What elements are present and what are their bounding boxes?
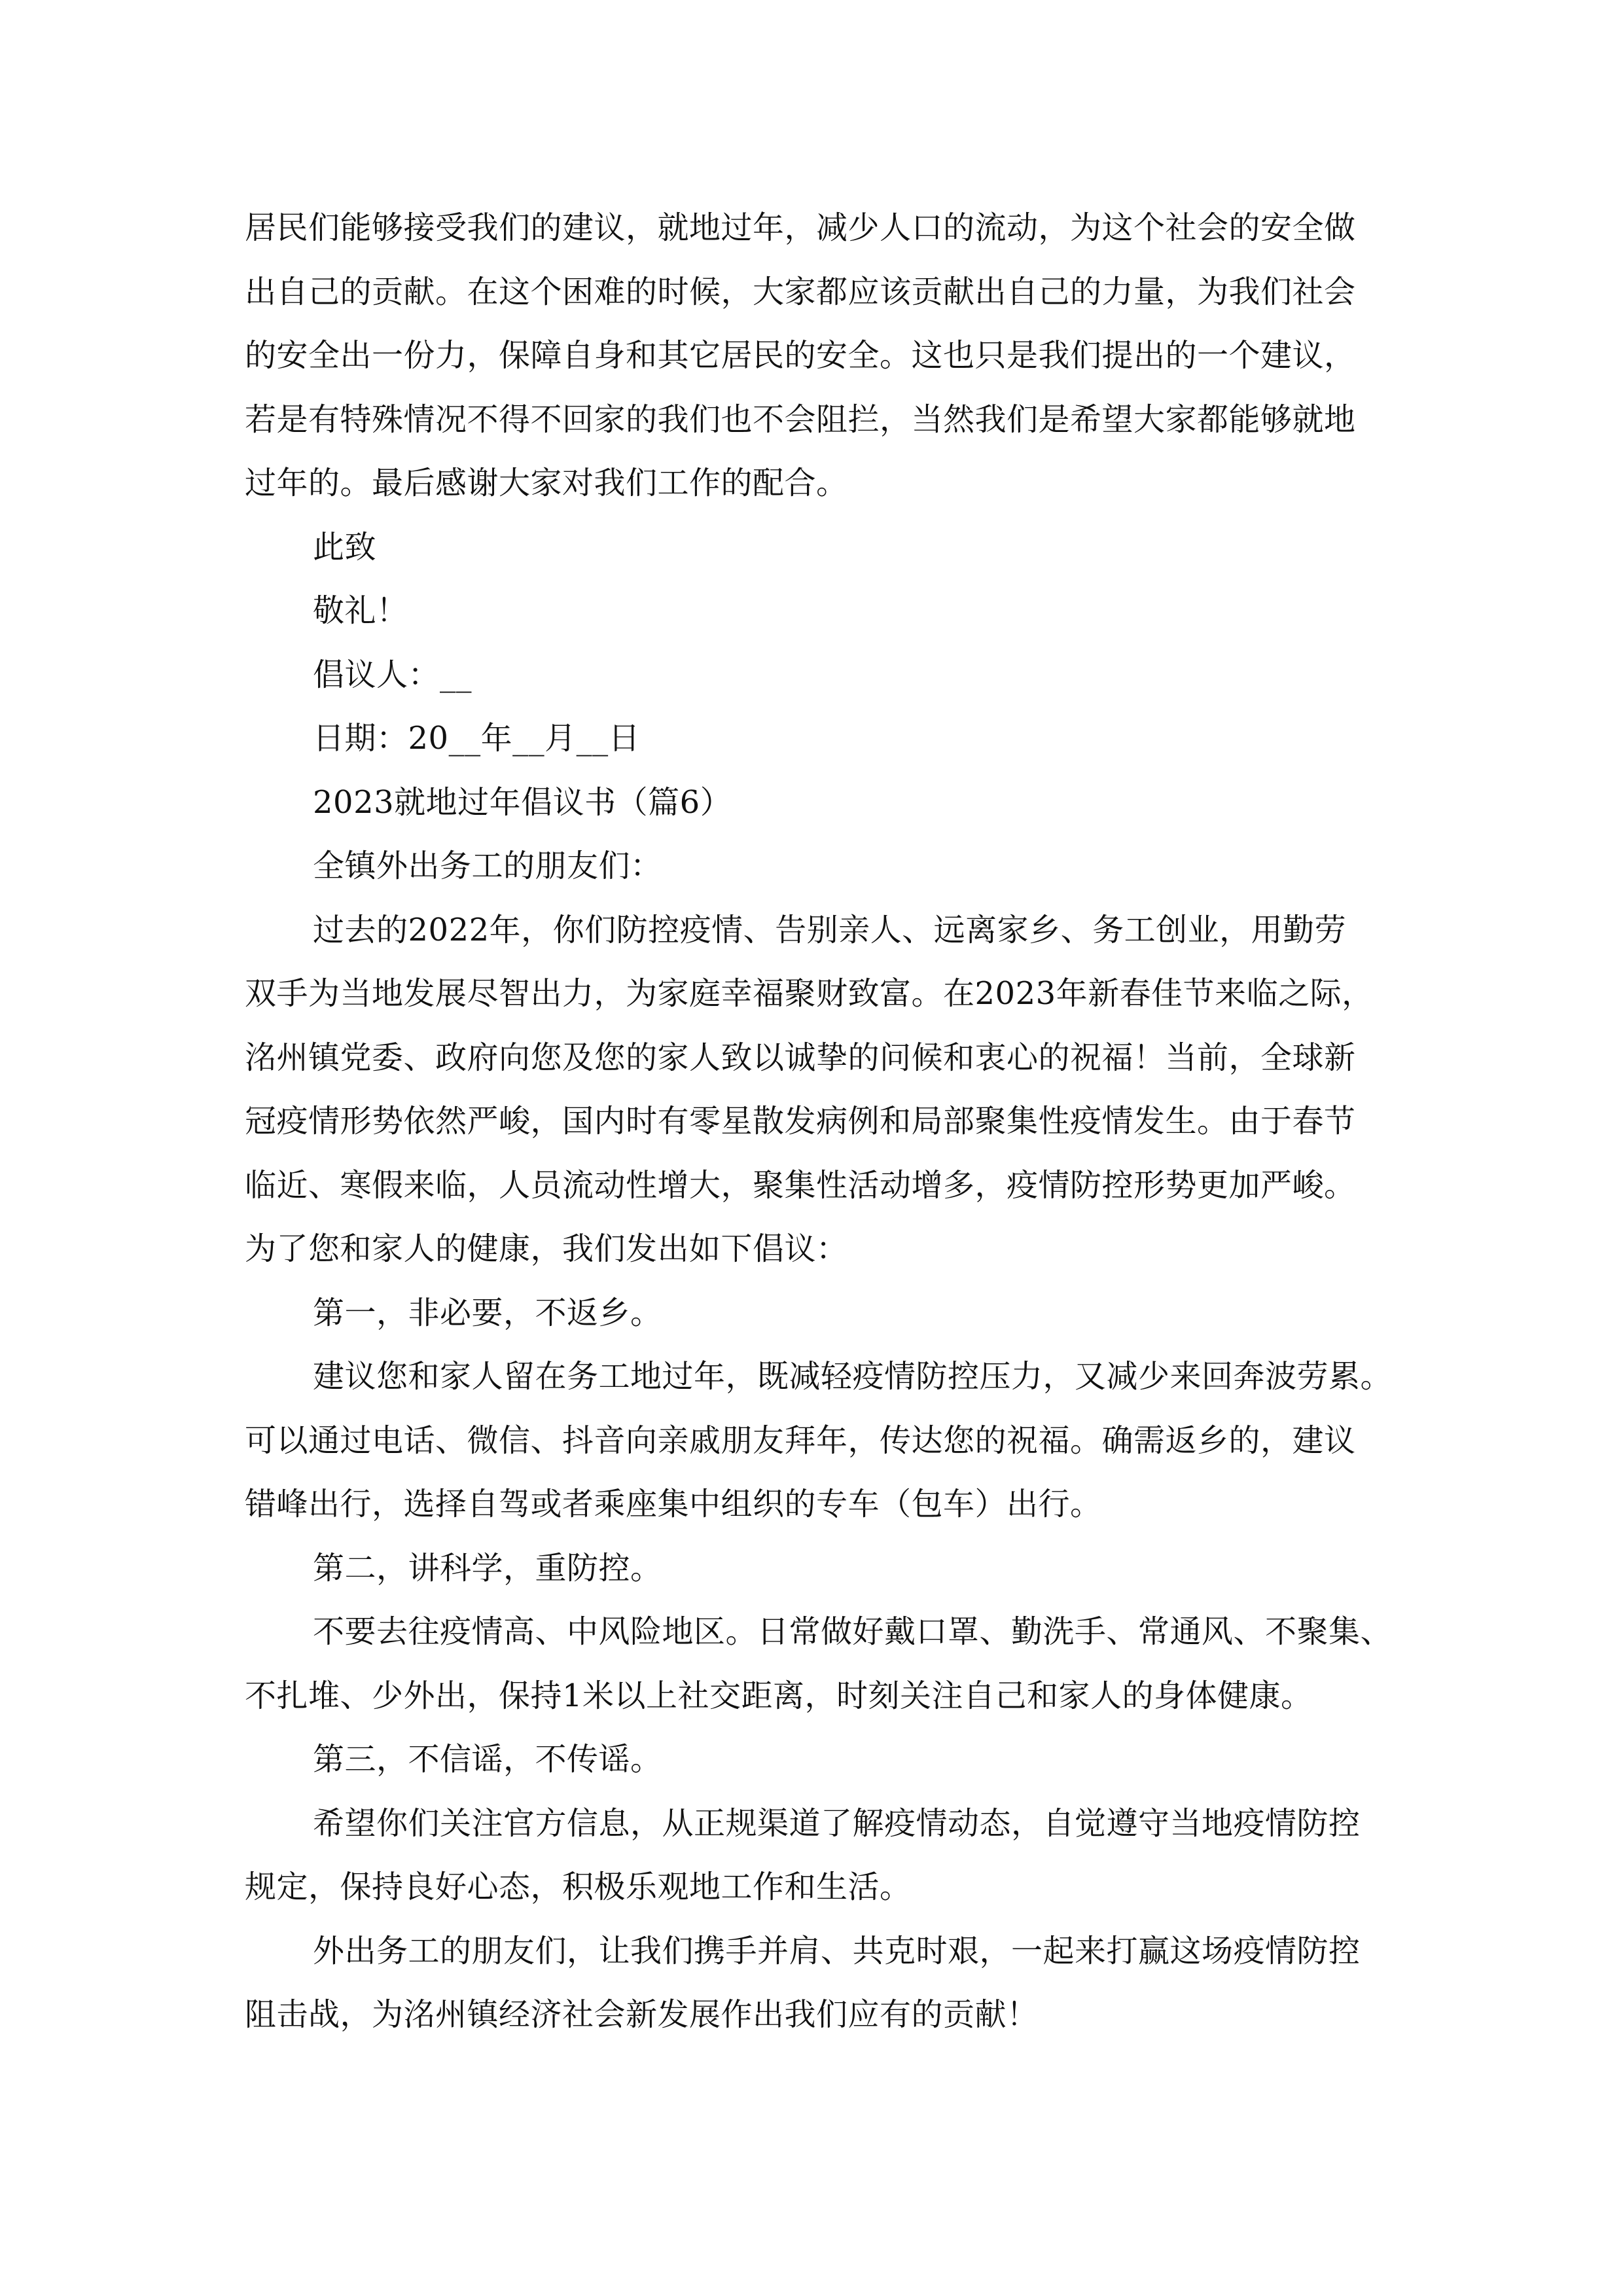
paragraph-line: 居民们能够接受我们的建议，就地过年，减少人口的流动，为这个社会的安全做	[245, 209, 1356, 246]
paragraph-line: 临近、寒假来临，人员流动性增大，聚集性活动增多，疫情防控形势更加严峻。	[245, 1166, 1356, 1204]
paragraph-line: 错峰出行，选择自驾或者乘座集中组织的专车（包车）出行。	[245, 1486, 1102, 1522]
paragraph-line: 外出务工的朋友们，让我们携手并肩、共克时艰，一起来打赢这场疫情防控	[313, 1932, 1361, 1969]
proposal-heading-3: 第三，不信谣，不传谣。	[313, 1741, 662, 1778]
paragraph-line: 阻击战，为洺州镇经济社会新发展作出我们应有的贡献！	[245, 1996, 1039, 2033]
section-title: 2023就地过年倡议书（篇6）	[313, 783, 732, 821]
document-body	[245, 196, 1403, 2047]
closing-regards: 敬礼！	[313, 592, 408, 629]
paragraph-line: 规定，保持良好心态，积极乐观地工作和生活。	[245, 1869, 912, 1905]
proposal-heading-2: 第二，讲科学，重防控。	[313, 1549, 662, 1587]
signature-proposer: 倡议人：__	[313, 656, 473, 693]
paragraph-line: 不要去往疫情高、中风险地区。日常做好戴口罩、勤洗手、常通风、不聚集、	[313, 1613, 1393, 1650]
paragraph-line: 过去的2022年，你们防控疫情、告别亲人、远离家乡、务工创业，用勤劳	[313, 911, 1347, 948]
paragraph-line: 为了您和家人的健康，我们发出如下倡议：	[245, 1230, 848, 1267]
signature-date: 日期：20__年__月__日	[313, 720, 641, 757]
paragraph-line: 建议您和家人留在务工地过年，既减轻疫情防控压力，又减少来回奔波劳累。	[313, 1358, 1393, 1395]
paragraph-line: 的安全出一份力，保障自身和其它居民的安全。这也只是我们提出的一个建议，	[245, 337, 1356, 374]
paragraph-line: 不扎堆、少外出，保持1米以上社交距离，时刻关注自己和家人的身体健康。	[245, 1677, 1313, 1714]
paragraph-line: 冠疫情形势依然严峻，国内时有零星散发病例和局部聚集性疫情发生。由于春节	[245, 1103, 1356, 1139]
proposal-heading-1: 第一，非必要，不返乡。	[313, 1294, 662, 1331]
greeting: 全镇外出务工的朋友们：	[313, 848, 662, 884]
paragraph-line: 希望你们关注官方信息，从正规渠道了解疫情动态，自觉遵守当地疫情防控	[313, 1804, 1361, 1842]
paragraph-line: 出自己的贡献。在这个困难的时候，大家都应该贡献出自己的力量，为我们社会	[245, 273, 1356, 310]
closing-salutation: 此致	[313, 528, 377, 565]
paragraph-line: 若是有特殊情况不得不回家的我们也不会阻拦，当然我们是希望大家都能够就地	[245, 401, 1356, 438]
paragraph-line: 可以通过电话、微信、抖音向亲戚朋友拜年，传达您的祝福。确需返乡的，建议	[245, 1422, 1356, 1459]
paragraph-line: 过年的。最后感谢大家对我们工作的配合。	[245, 465, 848, 501]
paragraph-line: 洺州镇党委、政府向您及您的家人致以诚挚的问候和衷心的祝福！当前，全球新	[245, 1039, 1356, 1076]
paragraph-line: 双手为当地发展尽智出力，为家庭幸福聚财致富。在2023年新春佳节来临之际，	[245, 975, 1374, 1012]
